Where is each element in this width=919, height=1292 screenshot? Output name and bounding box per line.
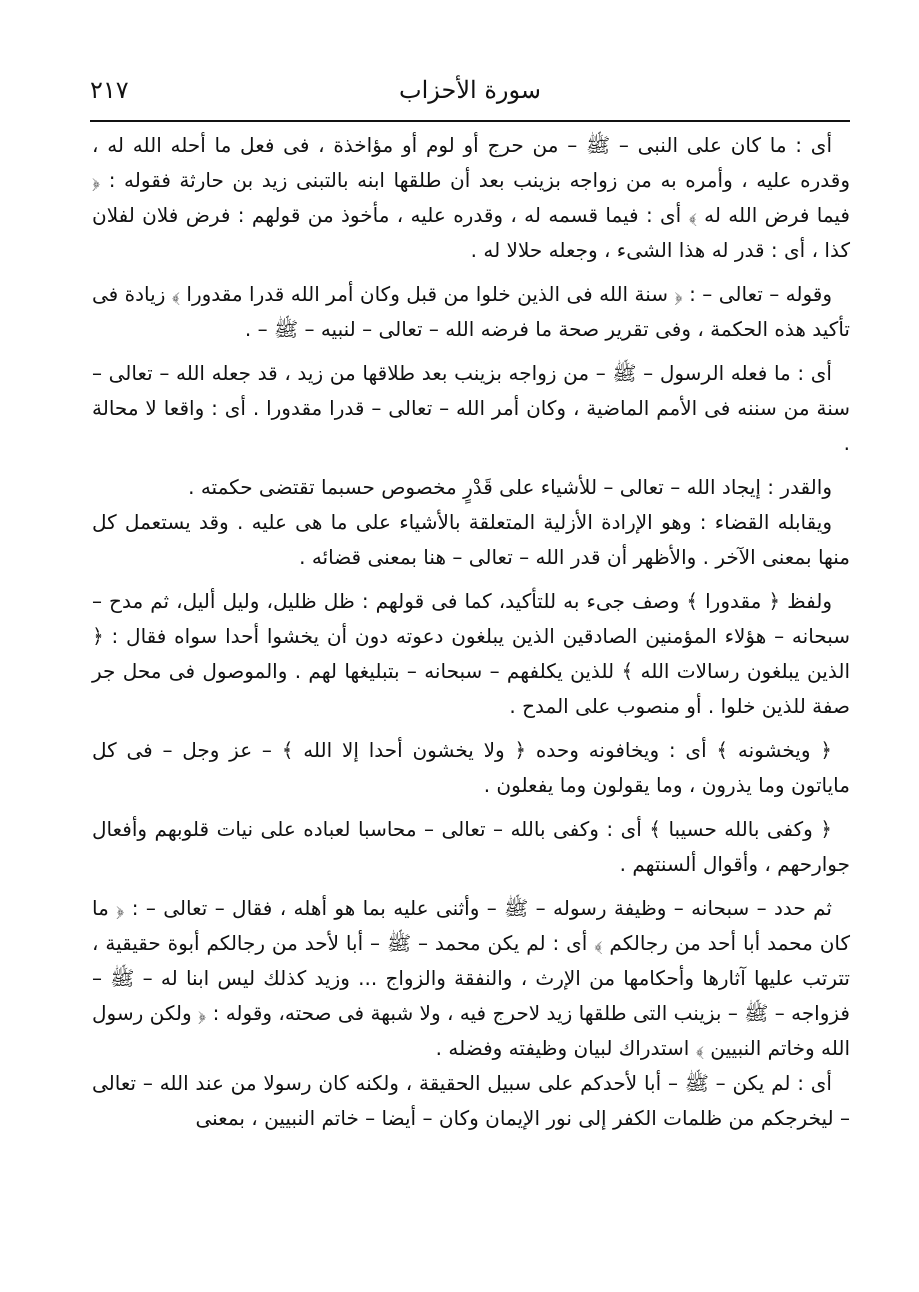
paragraph: والقدر : إيجاد الله – تعالى – للأشياء على قَدْرٍ مخصوص حسبما تقتضى حكمته . — [188, 475, 832, 499]
header-rule — [90, 120, 850, 122]
paragraph: أى : ما فعله الرسول – ﷺ – من زواجه بزينب بعد طلاقها من زيد ، قد جعله الله – تعالى – سنة من سننه فى الأمم الماضية ، وكان أمر الله – تعالى – قدرا مقدورا . أى : واقعا لا محالة . — [92, 361, 850, 455]
paragraph: ثم حدد – سبحانه – وظيفة رسوله – ﷺ – وأثنى عليه بما هو أهله ، فقال – تعالى – : ﴿ ما كان محمد أبا أحد من رجالكم ﴾ أى : لم يكن محمد – ﷺ – أبا لأحد من رجالكم أبوة حقيقية ، تترتب عليها آثارها وأحكامها من الإرث ، والنفقة والزواج ... وزيد كذلك ليس ابنا له – ﷺ – فزواجه – ﷺ – بزينب التى طلقها زيد لاحرج فيه ، ولا شبهة فى صحته، وقوله : ﴿ ولكن رسول الله وخاتم النبيين ﴾ استدراك لبيان وظيفته وفضله . — [92, 896, 850, 1060]
paragraph: ولفظ ﴿ مقدورا ﴾ وصف جىء به للتأكيد، كما فى قولهم : ظل ظليل، وليل أليل، ثم مدح – سبحانه – هؤلاء المؤمنين الصادقين الذين يبلغون دعوته دون أن يخشوا أحدا سواه فقال : ﴿ الذين يبلغون رسالات الله ﴾ للذين يكلفهم – سبحانه – بتبليغها لهم . والموصول فى محل جر صفة للذين خلوا . أو منصوب على المدح . — [92, 589, 850, 718]
paragraph: أى : لم يكن – ﷺ – أبا لأحدكم على سبيل الحقيقة ، ولكنه كان رسولا من عند الله – تعالى – ليخرجكم من ظلمات الكفر إلى نور الإيمان وكان – أيضا – خاتم النبيين ، بمعنى — [92, 1071, 850, 1130]
paragraph: ﴿ ويخشونه ﴾ أى : ويخافونه وحده ﴿ ولا يخشون أحدا إلا الله ﴾ – عز وجل – فى كل ماياتون وما يذرون ، وما يقولون وما يفعلون . — [92, 738, 850, 797]
paragraph: ويقابله القضاء : وهو الإرادة الأزلية المتعلقة بالأشياء على ما هى عليه . وقد يستعمل كل منها بمعنى الآخر . والأظهر أن قدر الله – تعالى – هنا بمعنى قضائه . — [92, 510, 850, 569]
paragraph: وقوله – تعالى – : ﴿ سنة الله فى الذين خلوا من قبل وكان أمر الله قدرا مقدورا ﴾ زيادة فى تأكيد هذه الحكمة ، وفى تقرير صحة ما فرضه الله – تعالى – لنبيه – ﷺ – . — [92, 282, 850, 341]
paragraph: ﴿ وكفى بالله حسيبا ﴾ أى : وكفى بالله – تعالى – محاسبا لعباده على نيات قلوبهم وأفعال جوارحهم ، وأقوال ألسنتهم . — [92, 817, 850, 876]
page-header — [90, 70, 850, 114]
page-number: ٢١٧ — [90, 76, 129, 104]
body-text — [92, 128, 850, 1136]
paragraph: أى : ما كان على النبى – ﷺ – من حرج أو لوم أو مؤاخذة ، فى فعل ما أحله الله له ، وقدره عليه ، وأمره به من زواجه بزينب بعد أن طلقها ابنه بالتبنى زيد بن حارثة فقوله : ﴿ فيما فرض الله له ﴾ أى : فيما قسمه له ، وقدره عليه ، مأخوذ من قولهم : فرض فلان لفلان كذا ، أى : قدر له هذا الشىء ، وجعله حلالا له . — [92, 133, 850, 262]
running-title: سورة الأحزاب — [399, 76, 541, 104]
